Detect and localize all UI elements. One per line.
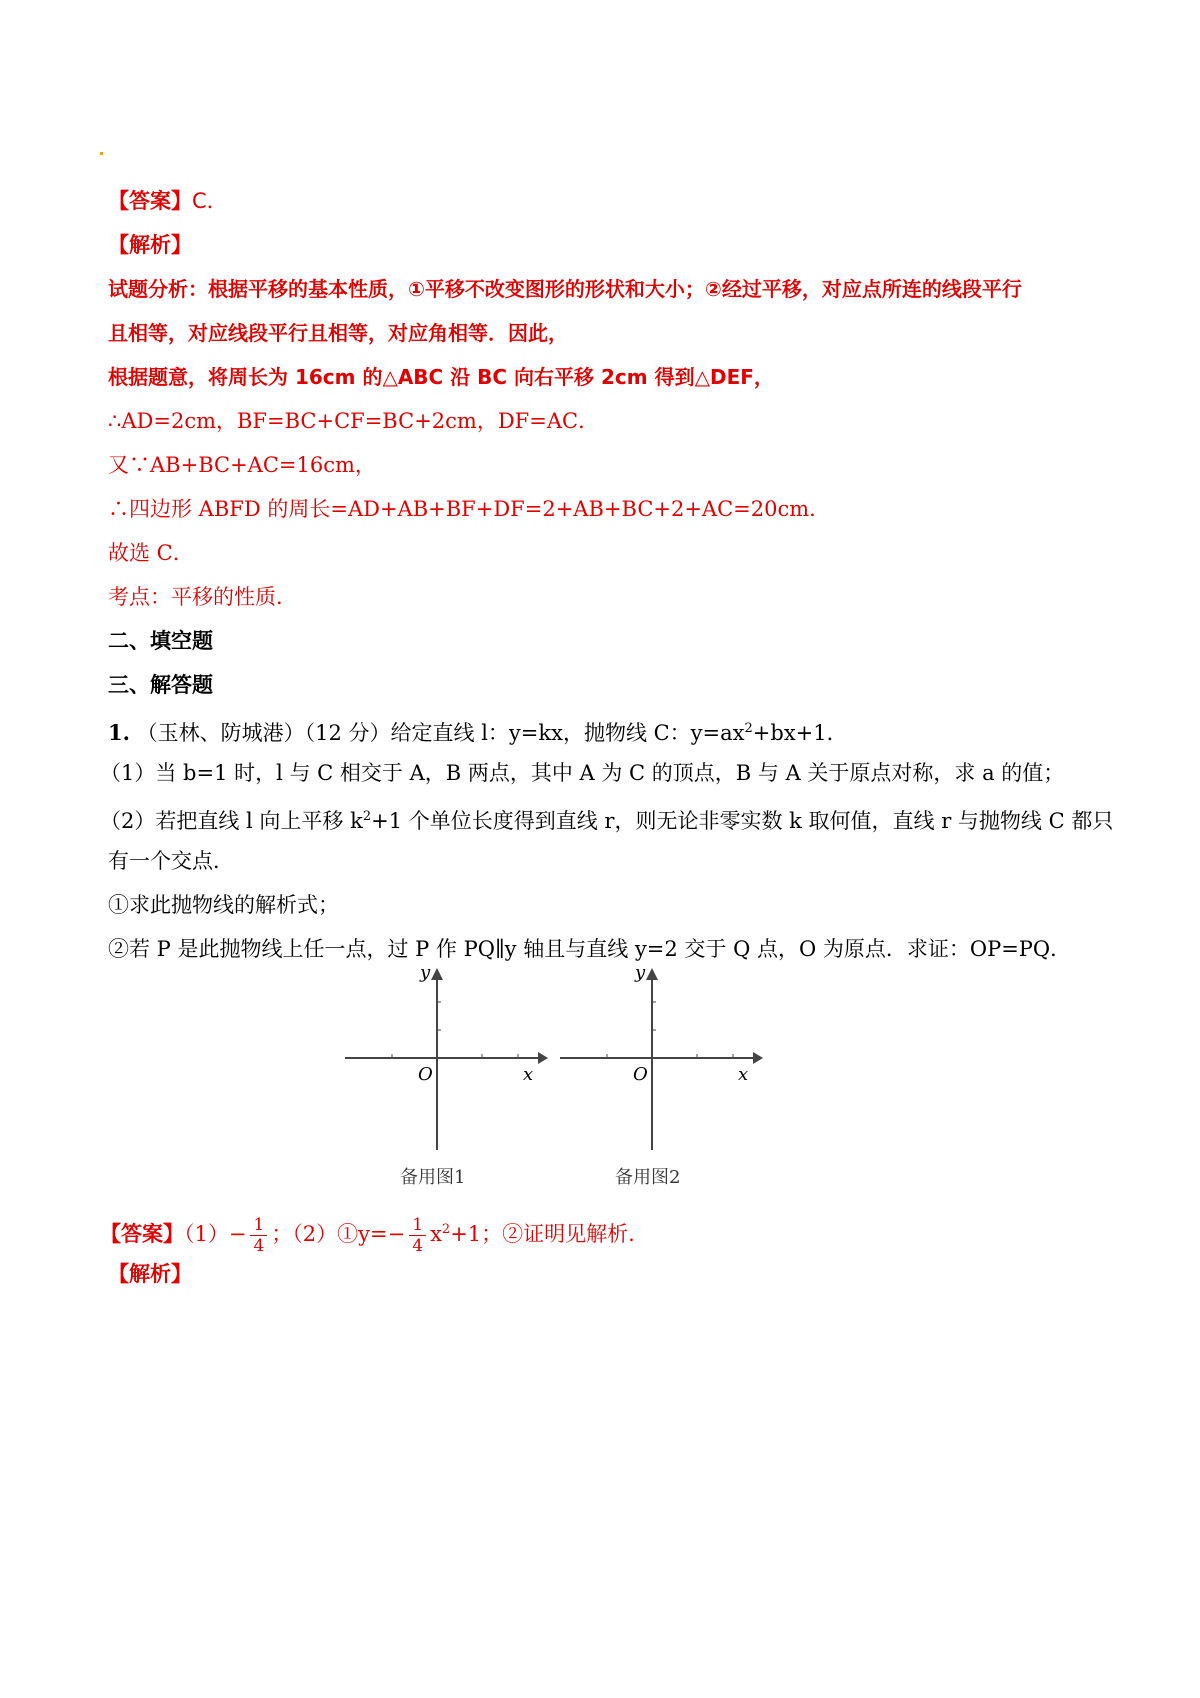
x-axis-arrow	[753, 1052, 763, 1064]
answer2-label: 【答案】	[100, 1221, 184, 1246]
solution-line-5: 又∵AB+BC+AC=16cm，	[108, 453, 376, 477]
problem-source: （玉林、防城港）（12 分）给定直线 l：y=kx，抛物线 C：y=ax	[136, 721, 745, 745]
x-label: x	[523, 1064, 534, 1085]
problem-number: 1.	[108, 720, 130, 745]
solution-line-4: ∴AD=2cm，BF=BC+CF=BC+2cm，DF=AC．	[108, 409, 600, 433]
stray-mark	[100, 152, 103, 155]
fraction-quarter-2: $\frac{1}{4}$	[409, 1215, 426, 1256]
analysis2-label: 【解析】	[108, 1261, 192, 1286]
problem-part2-continued: 有一个交点．	[108, 849, 234, 873]
solution-line-6: ∴四边形 ABFD 的周长=AD+AB+BF+DF=2+AB+BC+2+AC=20cm．	[108, 497, 831, 521]
fraction-quarter: $\frac{1}{4}$	[250, 1215, 267, 1256]
answer2-x: x	[430, 1222, 442, 1246]
y-label: y	[420, 962, 431, 983]
problem-exponent: 2	[744, 721, 753, 736]
answer2-part1: （1）	[184, 1222, 229, 1246]
problem-source-tail: +bx+1．	[752, 721, 848, 745]
solution-line-1: 试题分析：根据平移的基本性质，①平移不改变图形的形状和大小；②经过平移，对应点所连的线段平行	[108, 277, 1022, 301]
solution-line-7: 故选 C．	[108, 541, 194, 565]
solution-line-2: 且相等，对应线段平行且相等，对应角相等．因此，	[108, 321, 568, 345]
problem-sub1: ①求此抛物线的解析式；	[108, 893, 339, 917]
part2-start: （2）若把直线 l 向上平移 k	[100, 809, 363, 833]
answer2-line	[100, 1206, 635, 1258]
problem-part2	[100, 803, 1113, 835]
minus-sign: −	[228, 1222, 247, 1246]
y-axis-arrow	[646, 968, 658, 980]
problem-statement	[108, 715, 848, 747]
answer2-sep: ；（2）①y=	[271, 1222, 388, 1246]
y-axis-arrow	[431, 968, 443, 980]
problem-sub2: ②若 P 是此抛物线上任一点，过 P 作 PQ∥y 轴且与直线 y=2 交于 Q 点，O 为原点．求证：OP=PQ．	[108, 937, 1072, 961]
answer-line	[108, 187, 228, 215]
minus-sign-2: −	[387, 1222, 406, 1246]
x-axis-arrow	[538, 1052, 548, 1064]
x-label: x	[738, 1064, 749, 1085]
y-label: y	[635, 962, 646, 983]
part2-exponent: 2	[362, 809, 372, 824]
problem-part1: （1）当 b=1 时，l 与 C 相交于 A，B 两点，其中 A 为 C 的顶点，B 与 A 关于原点对称，求 a 的值；	[100, 761, 1065, 785]
answer-label: 【答案】	[108, 188, 192, 213]
key-point-line: 考点：平移的性质．	[108, 585, 297, 609]
part2-rest: +1 个单位长度得到直线 r，则无论非零实数 k 取何值，直线 r 与抛物线 C 都只	[371, 809, 1114, 833]
spare-figure-2	[555, 960, 765, 1190]
section-fill-blank: 二、填空题	[108, 628, 213, 653]
section-solve: 三、解答题	[108, 672, 213, 697]
figure-caption: 备用图2	[615, 1167, 681, 1188]
answer-value: C．	[192, 189, 228, 213]
answer2-exponent: 2	[441, 1222, 451, 1237]
answer2-tail: +1；②证明见解析.	[450, 1222, 635, 1246]
analysis-label: 【解析】	[108, 232, 192, 257]
solution-line-3: 根据题意，将周长为 16cm 的△ABC 沿 BC 向右平移 2cm 得到△DEF，	[108, 365, 774, 389]
spare-figure-1	[340, 960, 550, 1190]
figure-caption: 备用图1	[400, 1167, 466, 1188]
origin-label: O	[418, 1064, 433, 1085]
origin-label: O	[633, 1064, 648, 1085]
